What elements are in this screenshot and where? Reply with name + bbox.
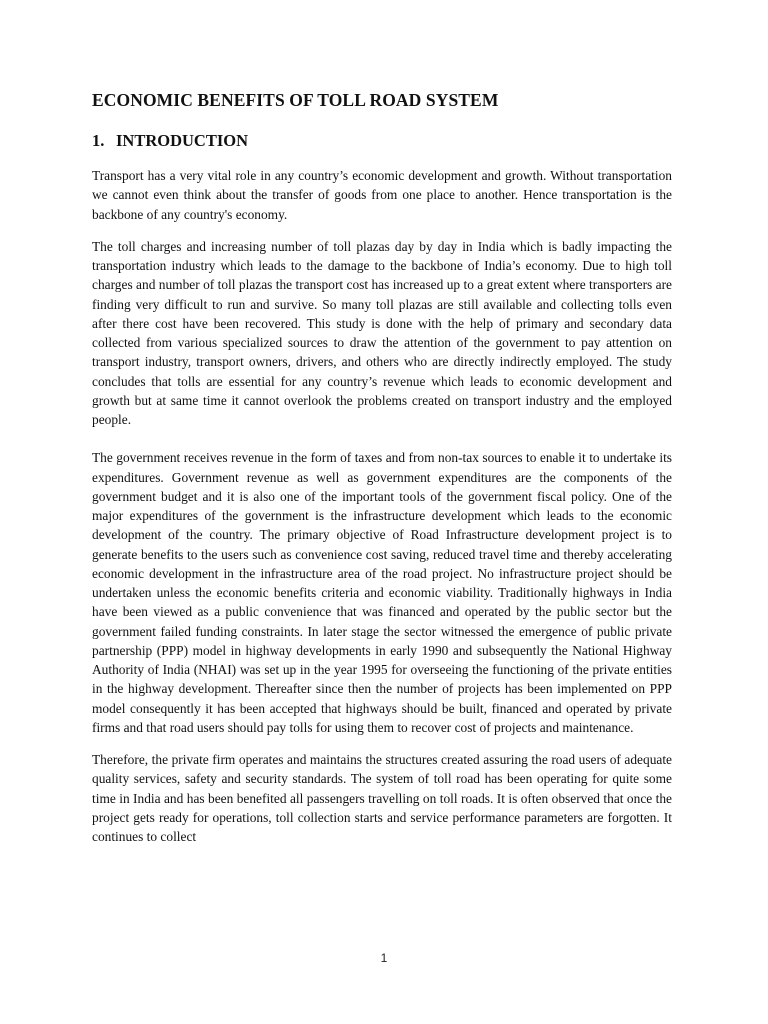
page-content bbox=[92, 86, 672, 846]
paragraph-4: Therefore, the private firm operates and maintains the structures created assuring the road users of adequate quality services, safety and security standards. The system of toll road has been operating for quite some time in India and has been benefited all passengers travelling on toll roads. It is often observed that once the project gets ready for operations, toll collection starts and service performance parameters are forgotten. It continues to collect bbox=[92, 752, 672, 844]
paragraph-3: The government receives revenue in the form of taxes and from non-tax sources to enable it to undertake its expenditures. Government revenue as well as government expenditures are the components of the government budget and it is also one of the important tools of the government fiscal policy. One of the major expenditures of the government is the infrastructure development which leads to the economic development of the country. The primary objective of Road Infrastructure development project is to generate benefits to the users such as convenience cost saving, reduced travel time and thereby accelerating economic development in the infrastructure area of the road project. No infrastructure project should be undertaken unless the economic benefits criteria and economic viability. Traditionally highways in India have been viewed as a public convenience that was financed and operated by the public sector but the government failed funding constraints. In later stage the sector witnessed the emergence of public private partnership (PPP) model in highway developments in early 1990 and subsequently the National Highway Authority of India (NHAI) was set up in the year 1995 for overseeing the functioning of the private entities in the highway development. Thereafter since then the number of projects has been implemented on PPP model consequently it has been accepted that highways should be built, financed and operated by private firms and that road users should pay tolls for using them to recover cost of projects and maintenance. bbox=[92, 450, 672, 735]
document-title: ECONOMIC BENEFITS OF TOLL ROAD SYSTEM bbox=[92, 90, 499, 110]
paragraph-2: The toll charges and increasing number of toll plazas day by day in India which is badly impacting the transportation industry which leads to the damage to the backbone of India’s economy. Due to high toll charges and number of toll plazas the transport cost has increased up to a great extent where transporters are finding very difficult to run and survive. So many toll plazas are still available and collecting tolls even after there cost have been recovered. This study is done with the help of primary and secondary data collected from various specialized sources to draw the attention of the government to pay attention on transport industry, transport owners, drivers, and others who are directly indirectly employed. The study concludes that tolls are essential for any country’s revenue which leads to economic development and growth but at same time it cannot overlook the problems created on transport industry and the employed people. bbox=[92, 238, 672, 427]
paragraph-1: Transport has a very vital role in any country’s economic development and growth. Without transportation we cannot even think about the transfer of goods from one place to another. Hence transportation is the backbone of any country's economy. bbox=[92, 168, 672, 222]
page-number: 1 bbox=[380, 951, 388, 965]
section-heading bbox=[92, 128, 672, 154]
section-number: 1. bbox=[92, 131, 105, 150]
section-title: INTRODUCTION bbox=[116, 131, 249, 150]
